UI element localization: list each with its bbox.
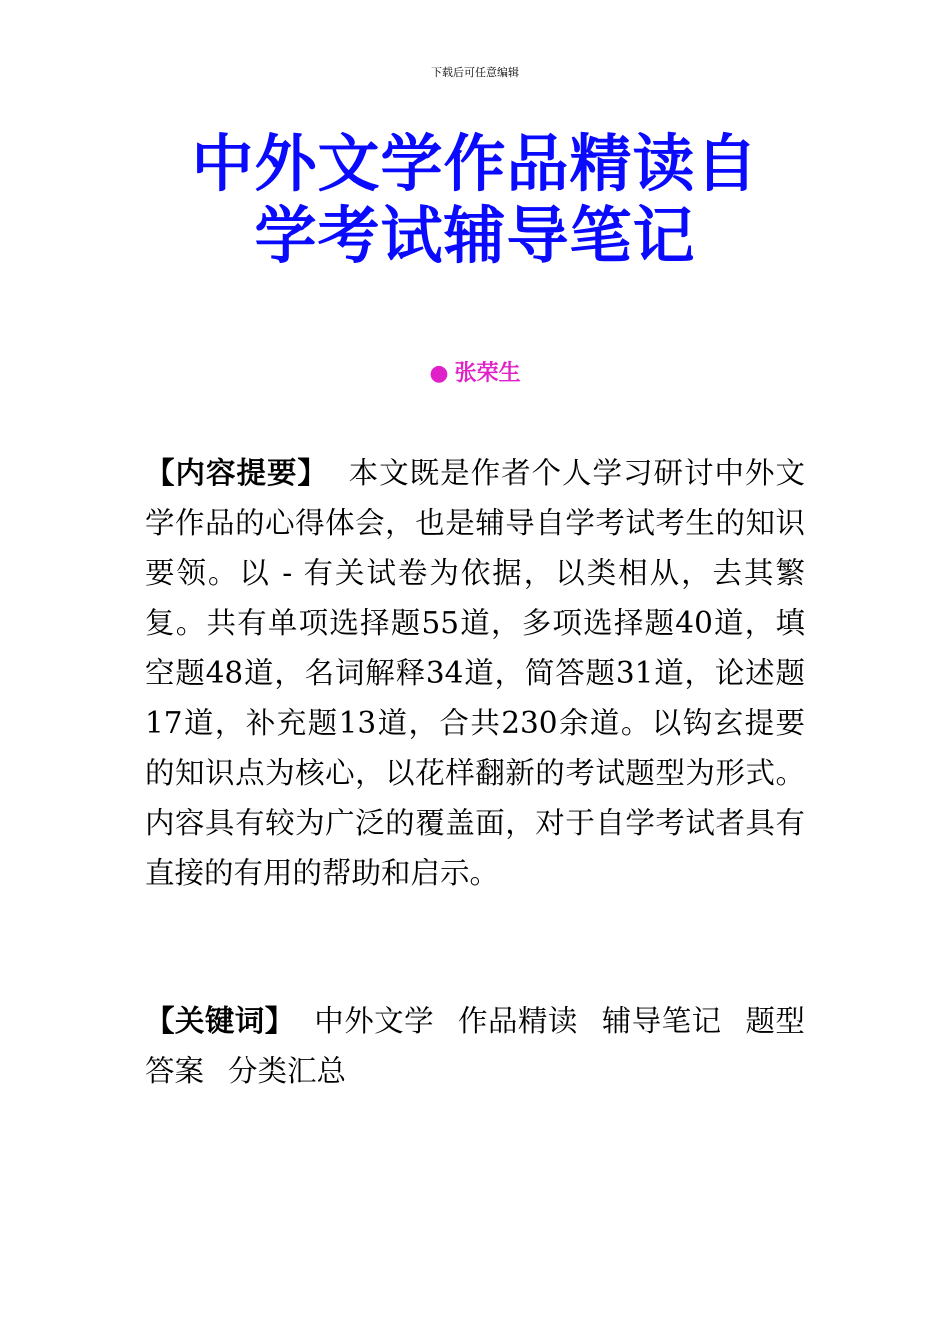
keyword-item: 题型答案 <box>145 1004 805 1088</box>
bullet-icon: ● <box>429 361 449 386</box>
header-note: 下载后可任意编辑 <box>431 66 519 79</box>
keyword-item: 中外文学 <box>314 1004 435 1038</box>
keywords-tag: 【关键词】 <box>145 1003 295 1038</box>
abstract-paragraph <box>145 448 805 898</box>
author-byline <box>0 360 950 388</box>
keyword-item: 分类汇总 <box>228 1054 347 1088</box>
keywords-paragraph <box>145 996 805 1096</box>
abstract-tag: 【内容提要】 <box>145 455 328 490</box>
abstract-text: 本文既是作者个人学习研讨中外文学作品的心得体会，也是辅导自学考试考生的知识要领。以 - 有关试卷为依据，以类相从，去其繁复。共有单项选择题55道，多项选择题40道，填空题48道，名词解释34道，简答题31道，论述题17道，补充题13道，合共230余道。以钩玄提要的知识点为核心，以花样翻新的考试题型为形式。内容具有较为广泛的覆盖面，对于自学考试者具有直接的有用的帮助和启示。 <box>145 456 805 890</box>
title-line-1: 中外文学作品精读自 <box>191 127 759 200</box>
keyword-item: 辅导笔记 <box>601 1004 722 1038</box>
title-line-2: 学考试辅导笔记 <box>254 199 696 272</box>
document-title <box>0 128 950 272</box>
author-name: 张荣生 <box>454 361 521 386</box>
keyword-item: 作品精读 <box>458 1004 578 1038</box>
